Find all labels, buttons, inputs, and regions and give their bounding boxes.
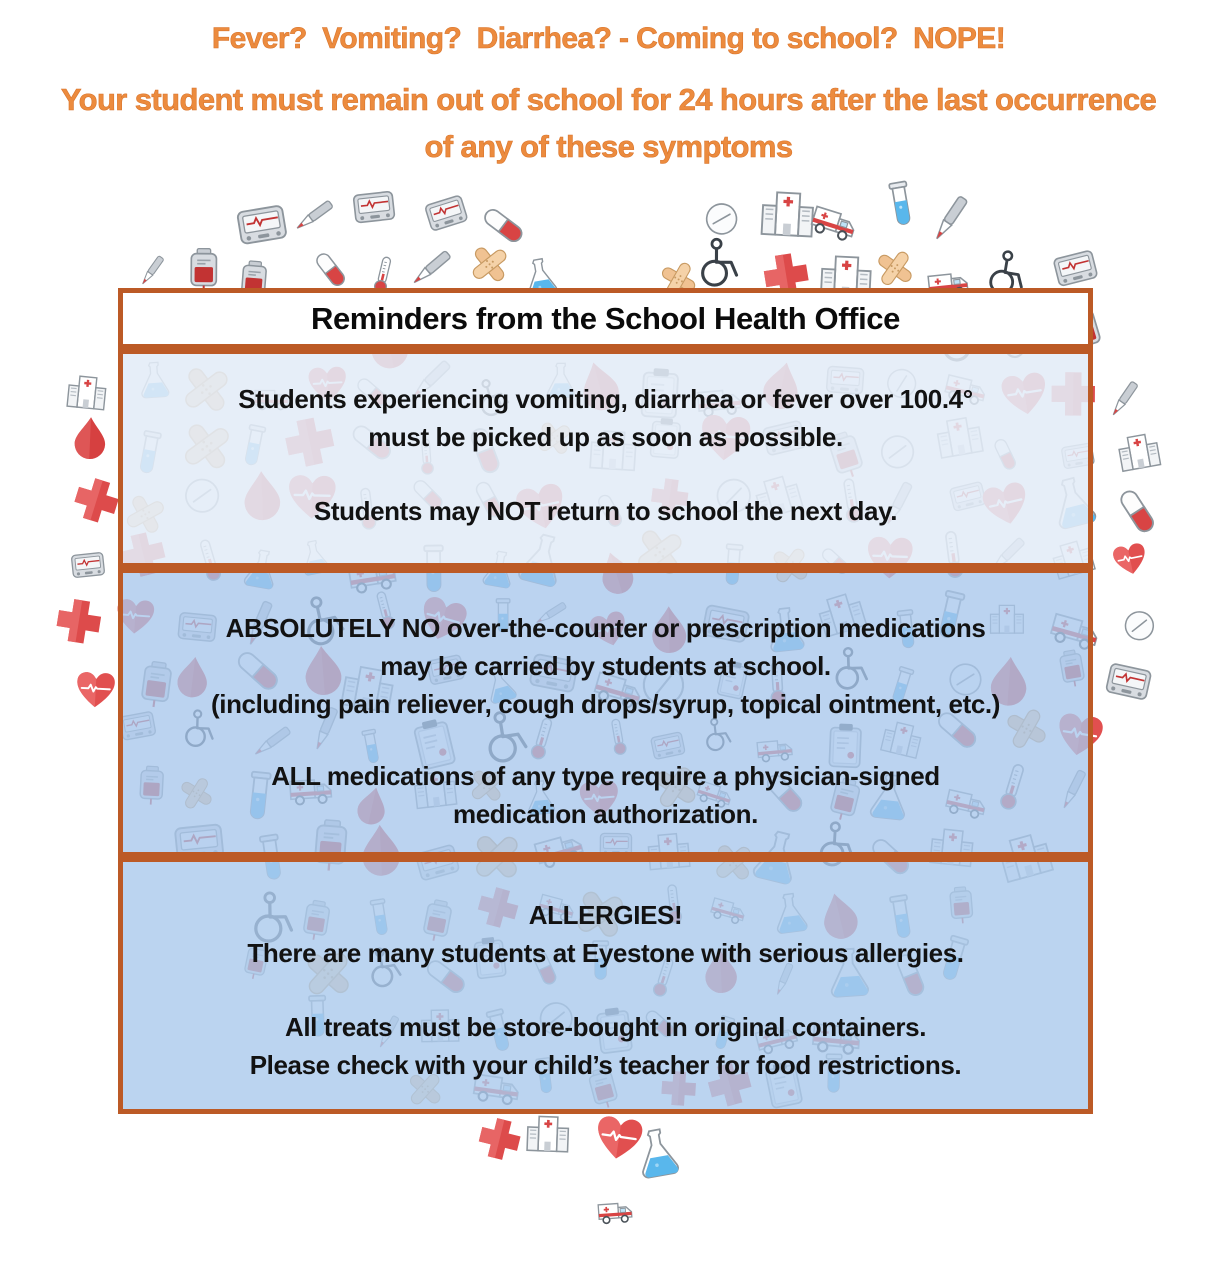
capsule-pill-icon [479, 200, 527, 251]
ambulance-icon [810, 206, 857, 242]
scalpel-icon [293, 194, 334, 238]
heart-ekg-icon [1112, 542, 1149, 577]
hospital-building-icon [527, 1116, 569, 1152]
heart-ekg-icon [76, 672, 115, 708]
chemistry-flask-icon [636, 1127, 679, 1178]
allergy-line-3: All treats must be store-bought in original containers. [284, 1012, 927, 1042]
blood-drop-icon [74, 417, 106, 460]
capsule-pill-icon [314, 251, 347, 288]
header-question-line: Fever? Vomiting? Diarrhea? - Coming to school? NOPE! [211, 22, 1006, 55]
page-title: Reminders from the School Health Office [310, 300, 900, 336]
medical-cross-icon [55, 597, 104, 646]
medication-note-line: (including pain reliever, cough drops/syrup, topical ointment, etc.) [210, 689, 1001, 719]
heart-ekg-icon [594, 1115, 644, 1162]
wheelchair-icon [703, 239, 737, 285]
medication-line-1: ABSOLUTELY NO over-the-counter or prescription medications [225, 613, 986, 643]
capsule-pill-icon [1115, 487, 1159, 535]
ekg-monitor-icon [353, 191, 395, 223]
hospital-building-icon [762, 192, 814, 237]
ekg-monitor-icon [1106, 663, 1152, 700]
scalpel-icon [138, 255, 166, 286]
hospital-building-icon [67, 375, 107, 410]
sick-policy-line-1: Students experiencing vomiting, diarrhea or fever over 100.4° [238, 384, 973, 414]
ekg-monitor-icon [71, 552, 104, 577]
sick-policy-line-3: Students may NOT return to school the next day. [313, 496, 898, 526]
allergy-box [118, 857, 1093, 1114]
crossed-bandages-icon [470, 245, 509, 284]
scalpel-icon [929, 195, 972, 242]
crossed-bandages-icon [875, 249, 914, 288]
scalpel-icon [1107, 381, 1141, 418]
scalpel-icon [410, 246, 452, 291]
ekg-monitor-icon [1053, 250, 1097, 286]
allergy-line-4: Please check with your child’s teacher for food restrictions. [249, 1050, 962, 1080]
medical-cross-icon [71, 474, 123, 526]
medication-line-2: may be carried by students at school. [380, 651, 831, 681]
medication-line-5: medication authorization. [453, 799, 758, 829]
ambulance-icon [598, 1203, 632, 1224]
tablet-pill-icon [1124, 610, 1155, 641]
header-policy-line-1: Your student must remain out of school for 24 hours after the last occurrence [60, 82, 1157, 117]
sick-policy-line-2: must be picked up as soon as possible. [368, 422, 843, 452]
blood-bag-icon [191, 249, 216, 293]
allergy-line-1: ALLERGIES! [528, 900, 683, 930]
tablet-pill-icon [703, 201, 740, 238]
medication-policy-box [118, 568, 1093, 857]
title-box [118, 288, 1093, 349]
header-policy-line-2: of any of these symptoms [424, 129, 793, 164]
allergy-line-2: There are many students at Eyestone with serious allergies. [247, 938, 964, 968]
medical-cross-icon [476, 1115, 524, 1163]
medication-line-4: ALL medications of any type require a physician-signed [271, 761, 940, 791]
ekg-monitor-icon [425, 195, 468, 231]
test-tube-icon [889, 181, 913, 225]
hospital-building-icon [1117, 433, 1160, 472]
ekg-monitor-icon [237, 205, 287, 244]
sick-policy-box [118, 349, 1093, 568]
